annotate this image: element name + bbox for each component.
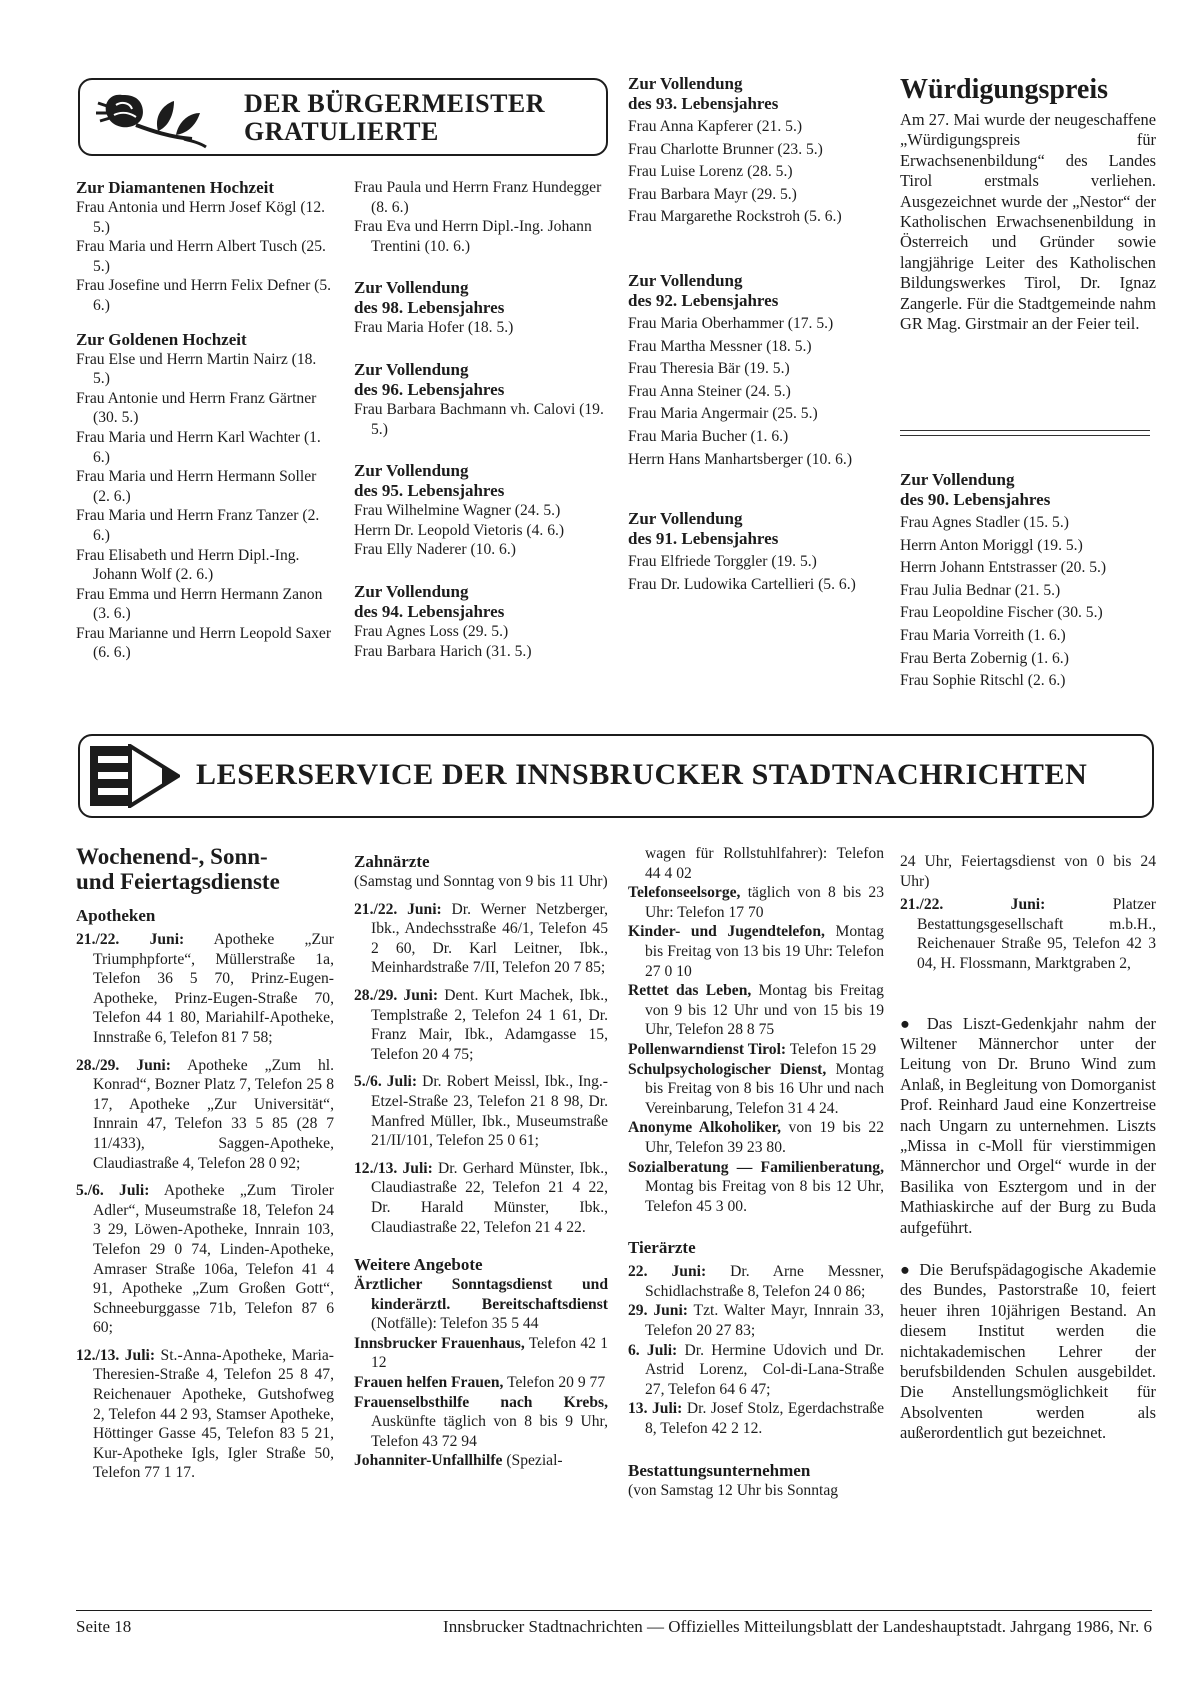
entry-date: Johanniter-Unfallhilfe	[354, 1452, 503, 1470]
list-item	[76, 1181, 334, 1338]
list-item	[628, 1040, 884, 1060]
list-item: Frau Barbara Harich (31. 5.)	[354, 642, 532, 660]
entry-date: Frauen helfen Frauen,	[354, 1374, 504, 1392]
section-heading: Zur Vollendung	[354, 581, 469, 601]
list-item: Frau Charlotte Brunner (23. 5.)	[628, 140, 823, 158]
note: (Samstag und Sonntag von 9 bis 11 Uhr)	[354, 873, 608, 890]
list-item	[354, 1393, 608, 1452]
list-item: Frau Elfriede Torggler (19. 5.)	[628, 553, 817, 571]
entry-text: Dr. Werner Netzberger, Ibk., Andechsstraße 46/1, Telefon 45 2 60, Dr. Karl Leitner, Ibk., Meinhardstraße 7/II, Telefon 20 7 85;	[371, 900, 608, 977]
section-subheading: des 96. Lebensjahres	[354, 379, 505, 399]
subsection-heading: Weitere Angebote	[354, 1255, 483, 1275]
list-item: Frau Theresia Bär (19. 5.)	[628, 360, 790, 378]
list-item	[76, 1346, 334, 1483]
list-item	[628, 1301, 884, 1340]
entry-date: Pollenwarndienst Tirol:	[628, 1040, 787, 1058]
list-item: Herrn Dr. Leopold Vietoris (4. 6.)	[354, 521, 565, 539]
list-item	[900, 895, 1156, 973]
entry-date: Schulpsychologischer Dienst,	[628, 1060, 827, 1078]
section-heading: Zur Vollendung	[354, 278, 469, 298]
entry-text: Dr. Arne Messner, Schidlachstraße 8, Telefon 24 0 86;	[645, 1263, 884, 1300]
list-item: Frau Agnes Loss (29. 5.)	[354, 622, 509, 640]
list-item: Frau Else und Herrn Martin Nairz (18. 5.)	[76, 350, 317, 388]
list-item	[628, 1341, 884, 1400]
list-item	[354, 1159, 608, 1237]
entry-text: täglich von 8 bis 23 Uhr: Telefon 17 70	[645, 884, 884, 921]
continued-text: wagen für Rollstuhlfahrer): Telefon 44 4 02	[645, 845, 884, 882]
service-column-4	[900, 852, 1156, 1444]
subsection-heading: Zahnärzte	[354, 852, 430, 871]
entry-text: Telefon 20 9 77	[507, 1374, 606, 1392]
award-title: Würdigungspreis	[900, 74, 1108, 105]
section-subheading: des 95. Lebensjahres	[354, 481, 505, 501]
header-box	[78, 78, 608, 156]
entry-text: Dr. Hermine Udovich und Dr. Astrid Lorenz, Col-di-Lana-Straße 27, Telefon 64 6 47;	[645, 1341, 885, 1398]
section-heading: Zur Vollendung	[628, 509, 743, 529]
subsection-heading: Apotheken	[76, 906, 156, 925]
entry-text: Platzer Bestattungsgesellschaft m.b.H., Reichenauer Straße 95, Telefon 42 3 04, H. Flossmann, Marktgraben 2,	[917, 896, 1156, 972]
section-subheading: des 92. Lebensjahres	[628, 290, 779, 310]
entry-date: 21./22. Juni:	[76, 931, 185, 948]
entry-date: 12./13. Juli:	[354, 1159, 433, 1177]
service-title	[76, 844, 334, 894]
service-banner	[78, 734, 1154, 818]
entry-date: 22. Juni:	[628, 1263, 707, 1281]
list-item: Frau Antonie und Herrn Franz Gärtner (30. 5.)	[76, 389, 317, 427]
section-heading: Zur Vollendung	[628, 270, 743, 290]
entry-date: 13. Juli:	[628, 1400, 683, 1418]
entry-date: Ärztlicher Sonntagsdienst und kinderärztl. Bereitschaftsdienst	[354, 1276, 608, 1313]
column-2	[354, 178, 608, 661]
entry-date: 5./6. Juli:	[76, 1182, 150, 1200]
list-item: Frau Maria und Herrn Hermann Soller (2. 6.)	[76, 468, 317, 505]
list-item	[628, 981, 884, 1040]
list-item: Frau Maria und Herrn Franz Tanzer (2. 6.)	[76, 507, 320, 544]
entry-text: Dr. Gerhard Münster, Ibk., Claudiastraße 22, Telefon 21 4 22, Dr. Harald Münster, Ibk., Claudiastraße 22, Telefon 21 4 22.	[371, 1159, 608, 1236]
list-item: Frau Paula und Herrn Franz Hundegger (8. 6.)	[354, 179, 602, 216]
list-item: Frau Elly Naderer (10. 6.)	[354, 541, 516, 559]
list-item	[354, 1275, 608, 1334]
list-item: Frau Luise Lorenz (28. 5.)	[628, 163, 793, 181]
section-subheading: des 91. Lebensjahres	[628, 529, 779, 549]
list-item	[354, 900, 608, 978]
section-subheading: des 93. Lebensjahres	[628, 94, 779, 113]
subsection-heading: Bestattungsunternehmen	[628, 1460, 811, 1480]
entry-text: Auskünfte täglich von 8 bis 9 Uhr, Telefon 43 72 94	[371, 1413, 608, 1450]
entry-text: Montag bis Freitag von 9 bis 12 Uhr und von 15 bis 19 Uhr, Telefon 28 8 75	[645, 982, 884, 1039]
entry-text: Telefon 42 1 12	[371, 1334, 608, 1372]
divider	[900, 430, 1150, 436]
entry-text: Tzt. Walter Mayr, Innrain 33, Telefon 20 27 83;	[645, 1302, 884, 1340]
list-item	[628, 883, 884, 922]
column-1	[76, 178, 334, 663]
entry-text: Apotheke „Zum hl. Konrad“, Bozner Platz 7, Telefon 25 8 17, Apotheke „Zur Universität“, Innrain 47, Telefon 33 5 85 (28 7 11/433), Saggen-Apotheke, Claudiastraße 4, Telefon 28 0 92;	[93, 1056, 335, 1172]
list-item: Frau Maria Vorreith (1. 6.)	[900, 626, 1066, 644]
list-item: Frau Sophie Ritschl (2. 6.)	[900, 672, 1066, 690]
list-item: Frau Maria und Herrn Karl Wachter (1. 6.)	[76, 428, 321, 466]
entry-date: Innsbrucker Frauenhaus,	[354, 1334, 525, 1352]
list-item	[628, 1158, 884, 1217]
entry-text: Dent. Kurt Machek, Ibk., Templstraße 2, Telefon 24 1 61, Dr. Franz Mair, Ibk., Adamgasse 15, Telefon 20 4 75;	[371, 986, 608, 1063]
entry-date: Frauenselbsthilfe nach Krebs,	[354, 1393, 608, 1411]
entry-text: Dr. Robert Meissl, Ibk., Ing.-Etzel-Straße 23, Telefon 21 8 98, Dr. Manfred Müller, Ibk., Museumstraße 21/II/101, Telefon 25 0 61;	[371, 1073, 608, 1150]
entry-date: 28./29. Juni:	[76, 1056, 171, 1074]
entry-date: Telefonseelsorge,	[628, 884, 741, 902]
service-title-line1: Wochenend-, Sonn-	[76, 844, 268, 869]
list-item	[354, 1451, 608, 1471]
list-item	[354, 986, 608, 1064]
entry-date: Kinder- und Jugendtelefon,	[628, 923, 825, 941]
entry-date: 12./13. Juli:	[76, 1346, 156, 1364]
list-item: Frau Leopoldine Fischer (30. 5.)	[900, 604, 1103, 622]
entry-text: (Spezial-	[506, 1452, 563, 1470]
continued-text: 24 Uhr, Feiertagsdienst von 0 bis 24 Uhr)	[900, 853, 1156, 890]
column-3	[628, 74, 884, 597]
list-item	[76, 1056, 334, 1174]
service-column-3	[628, 844, 884, 1500]
header-title-line2: GRATULIERTE	[244, 117, 439, 146]
section-subheading: des 94. Lebensjahres	[354, 601, 505, 621]
list-item: Frau Eva und Herrn Dipl.-Ing. Johann Trentini (10. 6.)	[354, 218, 592, 255]
list-item: Herrn Anton Moriggl (19. 5.)	[900, 536, 1083, 554]
list-item: Frau Agnes Stadler (15. 5.)	[900, 514, 1069, 531]
list-item: Frau Emma und Herrn Hermann Zanon (3. 6.)	[76, 585, 323, 623]
section-heading: Zur Goldenen Hochzeit	[76, 329, 247, 349]
list-item: Frau Berta Zobernig (1. 6.)	[900, 649, 1069, 667]
entry-text: von 19 bis 22 Uhr, Telefon 39 23 80.	[645, 1119, 884, 1156]
entry-text: Apotheke „Zum Tiroler Adler“, Museumstraße 18, Telefon 24 3 29, Löwen-Apotheke, Innrain 103, Telefon 29 0 74, Linden-Apotheke, Amraser Straße 106a, Telefon 41 4 91, Apotheke „Zum Großen Gott“, Schneeburggasse 71b, Telefon 87 6 60;	[93, 1182, 334, 1337]
service-banner-title: LESERSERVICE DER INNSBRUCKER STADTNACHRICHTEN	[196, 758, 1088, 791]
list-item: Frau Barbara Bachmann vh. Calovi (19. 5.)	[354, 400, 604, 438]
list-item	[628, 1118, 884, 1157]
list-item: Frau Maria Oberhammer (17. 5.)	[628, 314, 834, 332]
header-title-line1: DER BÜRGERMEISTER	[244, 89, 546, 118]
list-item: Frau Antonia und Herrn Josef Kögl (12. 5.)	[76, 199, 326, 236]
list-item: Frau Marianne und Herrn Leopold Saxer (6. 6.)	[76, 624, 332, 662]
list-item: Frau Julia Bednar (21. 5.)	[900, 581, 1061, 599]
entry-text: (Notfälle): Telefon 35 5 44	[371, 1315, 539, 1333]
service-column-2	[354, 852, 608, 1471]
list-item: Frau Anna Kapferer (21. 5.)	[628, 118, 803, 135]
section-subheading: des 90. Lebensjahres	[900, 490, 1051, 509]
list-item	[628, 1060, 884, 1119]
list-item	[628, 922, 884, 981]
entry-date: 21./22. Juni:	[900, 896, 1046, 914]
list-item	[354, 1334, 608, 1373]
entry-date: Rettet das Leben,	[628, 982, 752, 1000]
service-title-line2: und Feiertagsdienste	[76, 869, 280, 894]
entry-text: Montag bis Freitag von 8 bis 12 Uhr, Telefon 45 3 00.	[645, 1178, 884, 1215]
section-heading: Zur Vollendung	[354, 359, 469, 379]
bullet-icon: ●	[900, 1260, 913, 1280]
service-column-1	[76, 844, 334, 1491]
news-text: Die Berufspädagogische Akademie des Bundes, Pastorstraße 10, feiert heuer ihren 10jährigen Bestand. An diesem Institut werden die nichtakademischen Lehrer der berufsbildenden Schulen ausgebildet. Die Anstellungsmöglichkeit für Absolventen werden als außerordentlich gut bezeichnet.	[900, 1260, 1156, 1443]
entry-text: St.-Anna-Apotheke, Maria-Theresien-Straße 4, Telefon 25 8 47, Reichenauer Apotheke, Gutshofweg 2, Telefon 44 2 93, Stamser Apotheke, Höttinger Gasse 45, Telefon 83 5 21, Kur-Apotheke Igls, Igler Straße 50, Telefon 77 1 17.	[93, 1346, 335, 1482]
page-number: Seite 18	[76, 1617, 132, 1636]
news-paragraph	[900, 1260, 1156, 1444]
list-item: Frau Maria und Herrn Albert Tusch (25. 5.)	[76, 238, 326, 275]
list-item: Frau Barbara Mayr (29. 5.)	[628, 185, 797, 203]
list-item: Frau Margarethe Rockstroh (5. 6.)	[628, 208, 842, 226]
entry-date: 6. Juli:	[628, 1341, 678, 1359]
list-item: Herrn Johann Entstrasser (20. 5.)	[900, 559, 1107, 577]
list-item	[628, 1262, 884, 1301]
list-item: Frau Maria Angermair (25. 5.)	[628, 405, 818, 423]
page-footer	[76, 1610, 1152, 1637]
entry-text: Apotheke „Zur Triumphpforte“, Müllerstraße 1a, Telefon 36 5 70, Prinz-Eugen-Apotheke, Prinz-Eugen-Straße 70, Telefon 44 1 80, Mariahilf-Apotheke, Innstraße 6, Telefon 81 7 58;	[93, 931, 334, 1046]
section-heading: Zur Vollendung	[354, 461, 469, 481]
header-title	[244, 90, 545, 146]
list-item	[354, 1072, 608, 1150]
list-item: Frau Martha Messner (18. 5.)	[628, 337, 812, 355]
entry-date: 5./6. Juli:	[354, 1073, 418, 1091]
list-item	[76, 930, 334, 1048]
list-item: Frau Elisabeth und Herrn Dipl.-Ing. Johann Wolf (2. 6.)	[76, 546, 300, 584]
news-text: Das Liszt-Gedenkjahr nahm der Wiltener Männerchor unter der Leitung von Dr. Bruno Wind zum Anlaß, in Begleitung von Domorganist Prof. Reinhard Jaud eine Konzertreise nach Ungarn zu unternehmen. Liszts „Missa in c-Moll für vierstimmigen Männerchor und Orgel“ wurde in der Basilika von Esztergom und in der Mathiaskirche auf der Burg zu Buda aufgeführt.	[900, 1013, 1156, 1237]
list-item	[354, 1373, 608, 1393]
rose-emblem-icon	[92, 85, 212, 149]
entry-date: Sozialberatung — Familienberatung,	[628, 1158, 884, 1176]
list-item: Frau Anna Steiner (24. 5.)	[628, 382, 791, 400]
footer-text: Innsbrucker Stadtnachrichten — Offizielles Mitteilungsblatt der Landeshauptstadt. Jahrgang 1986, Nr. 6	[443, 1617, 1152, 1636]
entry-date: Anonyme Alkoholiker,	[628, 1119, 781, 1137]
list-item: Frau Dr. Ludowika Cartellieri (5. 6.)	[628, 575, 856, 593]
pencil-logo-icon	[90, 744, 180, 808]
news-paragraph	[900, 1014, 1156, 1238]
list-item: Frau Maria Bucher (1. 6.)	[628, 427, 789, 445]
column-4-list	[900, 470, 1156, 694]
list-item: Herrn Hans Manhartsberger (10. 6.)	[628, 450, 853, 468]
note: (von Samstag 12 Uhr bis Sonntag	[628, 1481, 839, 1499]
list-item: Frau Wilhelmine Wagner (24. 5.)	[354, 502, 561, 520]
entry-text: Montag bis Freitag von 13 bis 19 Uhr: Telefon 27 0 10	[645, 923, 884, 980]
entry-date: 21./22. Juni:	[354, 900, 442, 918]
section-heading: Zur Vollendung	[900, 470, 1015, 489]
subsection-heading: Tierärzte	[628, 1238, 696, 1258]
award-text: Am 27. Mai wurde der neugeschaffene „Würdigungspreis für Erwachsenenbildung“ des Landes Tirol erstmals verliehen. Ausgezeichnet wurde der „Nestor“ der Katholischen Erwachsenenbildung in Österreich und Gründer sowie langjährige Leiter des Katholischen Bildungswerkes Tirol, Dr. Ignaz Zangerle. Für die Stadtgemeinde nahm GR Mag. Girstmair an der Feier teil.	[900, 110, 1156, 334]
entry-date: 28./29. Juni:	[354, 986, 439, 1004]
entry-text: Telefon 15 29	[789, 1040, 877, 1058]
section-subheading: des 98. Lebensjahres	[354, 298, 505, 318]
bullet-icon: ●	[900, 1013, 917, 1033]
column-4	[900, 74, 1156, 334]
section-heading: Zur Vollendung	[628, 74, 743, 93]
entry-date: 29. Juni:	[628, 1302, 688, 1320]
section-heading: Zur Diamantenen Hochzeit	[76, 178, 275, 197]
list-item: Frau Josefine und Herrn Felix Defner (5. 6.)	[76, 277, 332, 314]
entry-text: Montag bis Freitag von 8 bis 16 Uhr und nach Vereinbarung, Telefon 31 4 24.	[645, 1060, 884, 1117]
entry-text: Dr. Josef Stolz, Egerdachstraße 8, Telefon 42 2 12.	[645, 1400, 885, 1438]
list-item: Frau Maria Hofer (18. 5.)	[354, 319, 514, 337]
list-item	[628, 1399, 884, 1438]
